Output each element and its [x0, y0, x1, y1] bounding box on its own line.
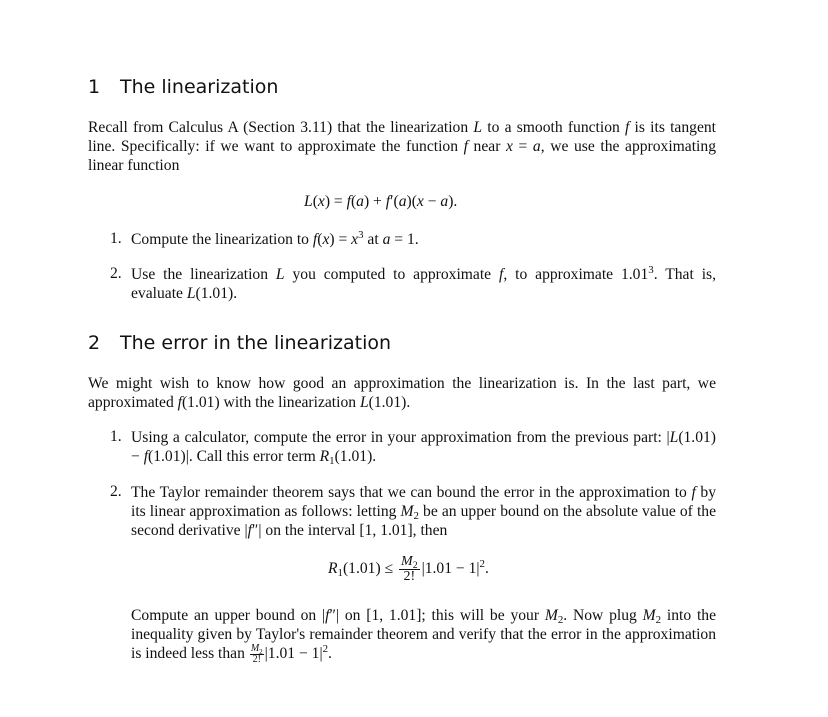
s2-item-1-label: 1.: [110, 428, 122, 445]
section-1-heading: [88, 76, 278, 98]
section-1-title: The linearization: [120, 76, 279, 98]
s1-item-1-label: 1.: [110, 230, 122, 247]
s1-item-2-label: 2.: [110, 265, 122, 282]
section-1-intro: Recall from Calculus A (Section 3.11) that the linearization L to a smooth function f is its tangent line. Specifically: if we want to approximate the function f near x = a, we use the approximating linear function: [88, 119, 716, 174]
section-2-number: 2: [88, 332, 101, 354]
m2-over-2-fraction: $\frac{M_2}{2!}$: [401, 554, 418, 584]
s2-item-2-closing: Compute an upper bound on |f″| on [1, 1.01]; this will be your $M_2$. Now plug $M_2$ into the inequality given by Taylor's remainder theorem and verify that the error in the approximation is indeed less than $\frac{M_2}{2!}$ $|1.01 - 1|^2$.: [131, 607, 717, 665]
s2-item-2-text: The Taylor remainder theorem says that we can bound the error in the approximation to f by its linear approximation as follows: letting $M_2$ be an upper bound on the absolute value of the second derivative |f″| on the interval [1, 1.01], then: [131, 484, 716, 539]
s2-item-2-label: 2.: [110, 483, 122, 500]
s2-item-1-text: Using a calculator, compute the error in your approximation from the previous part: |L(1.01) − f(1.01)|. Call this error term $R_1(1.01)$.: [131, 429, 716, 467]
section-2-intro: We might wish to know how good an approximation the linearization is. In the last part, we approximated f(1.01) with the linearization L(1.01).: [88, 375, 716, 411]
section-1-number: 1: [88, 76, 101, 98]
s1-item-2-text: Use the linearization L you computed to approximate f, to approximate 1.01$^3$. That is, evaluate L(1.01).: [131, 264, 716, 302]
inline-m2-fraction: $\frac{M_2}{2!}$: [250, 643, 263, 665]
section-2-heading: [88, 332, 391, 354]
linearization-formula: L(x) = f(a) + f′(a)(x − a).: [304, 193, 458, 210]
taylor-inequality: $R_1(1.01)$ ≤ $\frac{M_2}{2!}$ $|1.01 - 1|^2$.: [328, 554, 489, 584]
s1-item-1-text: Compute the linearization to $f(x) = x^3$ at a = 1.: [131, 229, 419, 248]
section-2-title: The error in the linearization: [120, 332, 392, 354]
